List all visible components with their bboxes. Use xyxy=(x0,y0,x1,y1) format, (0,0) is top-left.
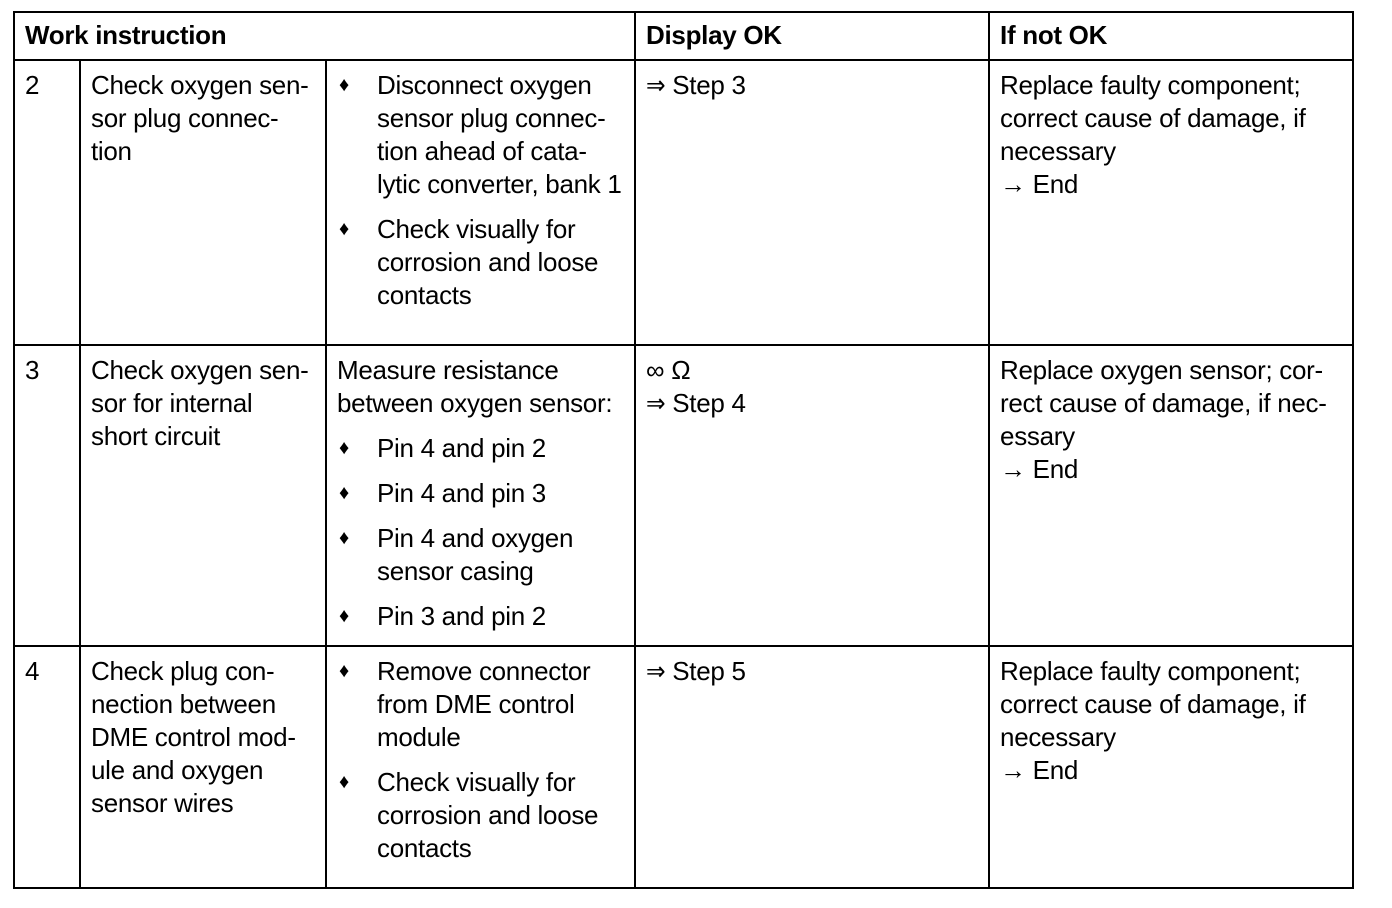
actions-cell xyxy=(326,60,635,345)
action-item xyxy=(337,766,624,865)
action-text: Remove connector from DME control module xyxy=(377,656,591,752)
bullet-diamond-icon: ♦ xyxy=(339,660,349,682)
display-ok-cell xyxy=(635,60,989,345)
action-text: Check visually for corrosion and loose contacts xyxy=(377,214,599,310)
bullet-diamond-icon: ♦ xyxy=(339,218,349,240)
header-row xyxy=(14,12,1353,60)
if-not-ok-text: Replace faulty component; correct cause of damage, if necessary xyxy=(1000,656,1306,752)
display-ok-cell xyxy=(635,646,989,888)
header-work-instruction: Work instruction xyxy=(14,12,635,60)
action-item xyxy=(337,213,624,312)
action-text: Check visually for corrosion and loose contacts xyxy=(377,767,599,863)
if-not-ok-cell xyxy=(989,60,1353,345)
display-ok-text: ⇒ Step 4 xyxy=(646,388,746,418)
action-item xyxy=(337,655,624,754)
actions-cell xyxy=(326,345,635,646)
bullet-diamond-icon: ♦ xyxy=(339,437,349,459)
if-not-ok-cell xyxy=(989,345,1353,646)
action-item xyxy=(337,69,624,201)
check-description: Check oxygen sen-sor plug connec-tion xyxy=(80,60,326,345)
action-intro: Measure resistance between oxygen sensor: xyxy=(337,355,613,418)
action-item xyxy=(337,477,624,510)
action-text: Disconnect oxygen sensor plug connec-tion ahead of cata-lytic converter, bank 1 xyxy=(377,70,622,199)
step-number: 2 xyxy=(14,60,80,345)
table-row xyxy=(14,646,1353,888)
step-number: 4 xyxy=(14,646,80,888)
action-text: Pin 4 and pin 2 xyxy=(377,433,546,463)
header-if-not-ok: If not OK xyxy=(989,12,1353,60)
bullet-diamond-icon: ♦ xyxy=(339,605,349,627)
action-list xyxy=(337,655,624,865)
display-ok-cell xyxy=(635,345,989,646)
header-display-ok: Display OK xyxy=(635,12,989,60)
work-instruction-table-container xyxy=(13,11,1352,889)
table-row xyxy=(14,345,1353,646)
display-ok-value: ∞ Ω xyxy=(646,355,691,385)
if-not-ok-result: → End xyxy=(1000,454,1079,484)
display-ok-text: ⇒ Step 5 xyxy=(646,656,746,686)
if-not-ok-result: → End xyxy=(1000,169,1079,199)
bullet-diamond-icon: ♦ xyxy=(339,74,349,96)
action-list xyxy=(337,69,624,312)
action-text: Pin 4 and pin 3 xyxy=(377,478,546,508)
if-not-ok-text: Replace oxygen sensor; cor-rect cause of damage, if nec-essary xyxy=(1000,355,1327,451)
action-text: Pin 3 and pin 2 xyxy=(377,601,546,631)
bullet-diamond-icon: ♦ xyxy=(339,527,349,549)
if-not-ok-text: Replace faulty component; correct cause of damage, if necessary xyxy=(1000,70,1306,166)
display-ok-text: ⇒ Step 3 xyxy=(646,70,746,100)
action-item xyxy=(337,522,624,588)
if-not-ok-cell xyxy=(989,646,1353,888)
if-not-ok-result: → End xyxy=(1000,755,1079,785)
table-row xyxy=(14,60,1353,345)
bullet-diamond-icon: ♦ xyxy=(339,771,349,793)
step-number: 3 xyxy=(14,345,80,646)
action-item xyxy=(337,432,624,465)
work-instruction-table xyxy=(13,11,1354,889)
actions-cell xyxy=(326,646,635,888)
action-list xyxy=(337,432,624,633)
check-description: Check plug con-nection between DME control mod-ule and oxygen sensor wires xyxy=(80,646,326,888)
action-text: Pin 4 and oxygen sensor casing xyxy=(377,523,574,586)
check-description: Check oxygen sen-sor for internal short circuit xyxy=(80,345,326,646)
bullet-diamond-icon: ♦ xyxy=(339,482,349,504)
action-item xyxy=(337,600,624,633)
